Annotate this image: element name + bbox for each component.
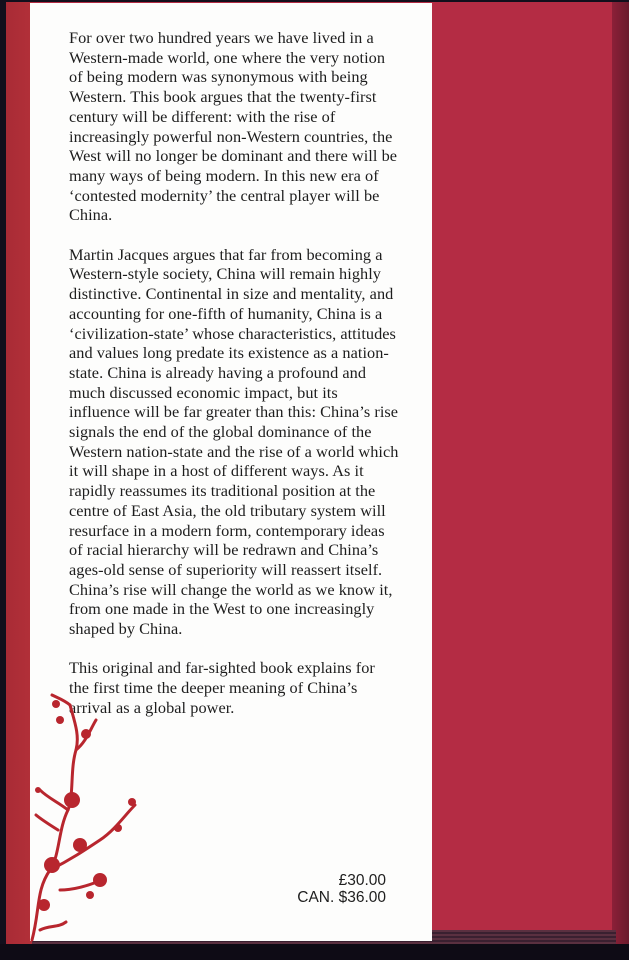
cover-right-edge xyxy=(612,2,629,944)
price-block xyxy=(297,872,386,906)
background-shadow xyxy=(0,944,629,960)
plum-blossom-branch-icon xyxy=(30,690,150,945)
spine-strip xyxy=(6,2,32,944)
blurb-paragraph-3: This original and far-sighted book explains for the first time the deeper meaning of China’s arrival as a global power. xyxy=(69,658,375,717)
price-uk: £30.00 xyxy=(338,872,386,889)
blurb-paragraph-2: Martin Jacques argues that far from becoming a Western-style society, China will remain highly distinctive. Continental in size and mentality, and accounting for one-fifth of humanity, China is a ‘civilization-state’ whose characteristics, attitudes and values long predate its existence as a nation-state. China is already having a profound and much discussed economic impact, but its influence will be far greater than this: China’s rise signals the end of the global dominance of the Western nation-state and the rise of a world which it will shape in a host of different ways. As it rapidly reassumes its traditional position at the centre of East Asia, the old tributary system will resurface in a modern form, contemporary ideas of racial hierarchy will be redrawn and China’s ages-old sense of superiority will reassert itself. China’s rise will change the world as we know it, from one made in the West to one increasingly shaped by China. xyxy=(69,244,399,639)
blurb-paragraph-1: For over two hundred years we have lived in a Western-made world, one where the very notion of being modern was synonymous with being Western. This book argues that the twenty-first century will be different: with the rise of increasingly powerful non-Western countries, the West will no longer be dominant and there will be many ways of being modern. In this new era of ‘contested modernity’ the central player will be China. xyxy=(69,28,398,225)
blurb-text xyxy=(69,28,399,737)
price-can: CAN. $36.00 xyxy=(297,889,386,906)
